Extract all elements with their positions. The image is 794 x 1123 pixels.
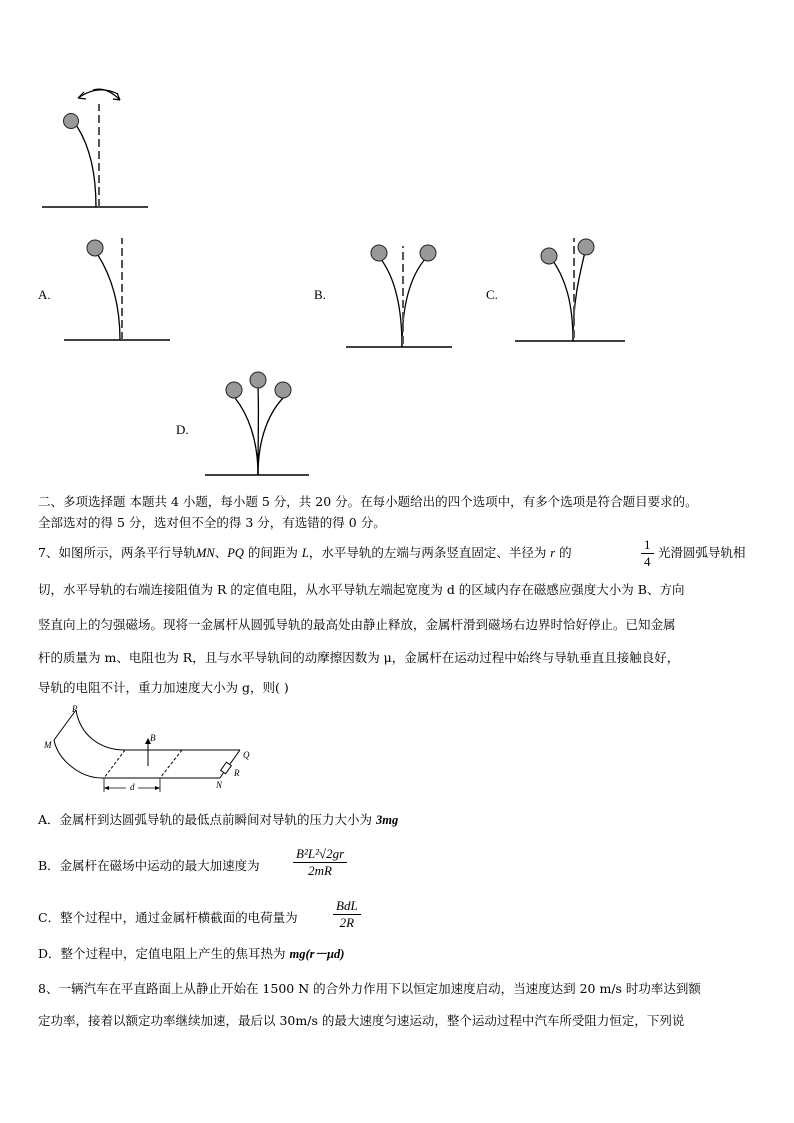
section2-line1: 二、多项选择题 本题共 4 小题，每小题 5 分，共 20 分。在每小题给出的四个选项中，有多个选项是符合题目要求的。 (38, 494, 698, 509)
q7-line2: 切，水平导轨的右端连接阻值为 R 的定值电阻，从水平导轨左端起宽度为 d 的区域内存在磁感应强度大小为 B、方向 (38, 582, 685, 597)
q7-line1-end: 光滑圆弧导轨相 (658, 545, 746, 560)
q7-quarter-fraction: $\frac{1}{4}$ (641, 537, 654, 570)
q7-fig-label-m: M (44, 740, 52, 750)
q7-option-a: A．金属杆到达圆弧导轨的最低点前瞬间对导轨的压力大小为 3mg (38, 812, 399, 827)
q7-fig-label-q: Q (243, 750, 250, 760)
q7-fig-label-b: B (150, 733, 156, 743)
section2-line2: 全部选对的得 5 分，选对但不全的得 3 分，有选错的得 0 分。 (38, 515, 386, 530)
q7-fig-label-p: P (72, 704, 78, 714)
option-b-label: B. (314, 287, 326, 302)
q7-rail-figure (40, 700, 260, 800)
q7-fig-label-n: N (216, 780, 223, 790)
q8-line2: 定功率，接着以额定功率继续加速，最后以 30m/s 的最大速度匀速运动，整个运动过程中汽车所受阻力恒定，下列说 (38, 1013, 685, 1028)
q7-line4: 杆的质量为 m、电阻也为 R，且与水平导轨间的动摩擦因数为 μ，金属杆在运动过程中始终与导轨垂直且接触良好， (38, 650, 680, 665)
q8-line1: 8、一辆汽车在平直路面上从静止开始在 1500 N 的合外力作用下以恒定加速度启动，当速度达到 20 m/s 时功率达到额 (38, 981, 701, 996)
plant-figure-d (203, 368, 313, 483)
plant-figure-b (346, 236, 456, 351)
plant-figure-a (64, 236, 174, 346)
plant-figure-c (515, 232, 630, 347)
q7-option-b: B．金属杆在磁场中运动的最大加速度为 (38, 858, 260, 873)
q7-fig-label-r: R (234, 768, 240, 778)
option-d-label: D. (176, 422, 189, 437)
q7-option-b-fraction: $\frac{\text{B²L²√2gr}}{2mR}$ (293, 846, 347, 879)
q7-line3: 竖直向上的匀强磁场。现将一金属杆从圆弧导轨的最高处由静止释放，金属杆滑到磁场右边界时恰好停止。已知金属 (38, 617, 676, 632)
plant-figure-main (38, 84, 158, 214)
q7-line1: 7、如图所示，两条平行导轨MN、PQ 的间距为 L，水平导轨的左端与两条竖直固定、半径为 r 的 (38, 545, 572, 560)
option-a-label: A. (38, 287, 51, 302)
q7-option-d: D．整个过程中，定值电阻上产生的焦耳热为 mg(r－μd) (38, 946, 345, 961)
option-c-label: C. (486, 287, 498, 302)
q7-fig-label-d: d (130, 782, 135, 792)
q7-line5: 导轨的电阻不计，重力加速度大小为 g，则( ) (38, 680, 289, 695)
q7-option-c-fraction: BdL 2R (333, 898, 361, 931)
q7-option-c: C．整个过程中，通过金属杆横截面的电荷量为 (38, 910, 298, 925)
